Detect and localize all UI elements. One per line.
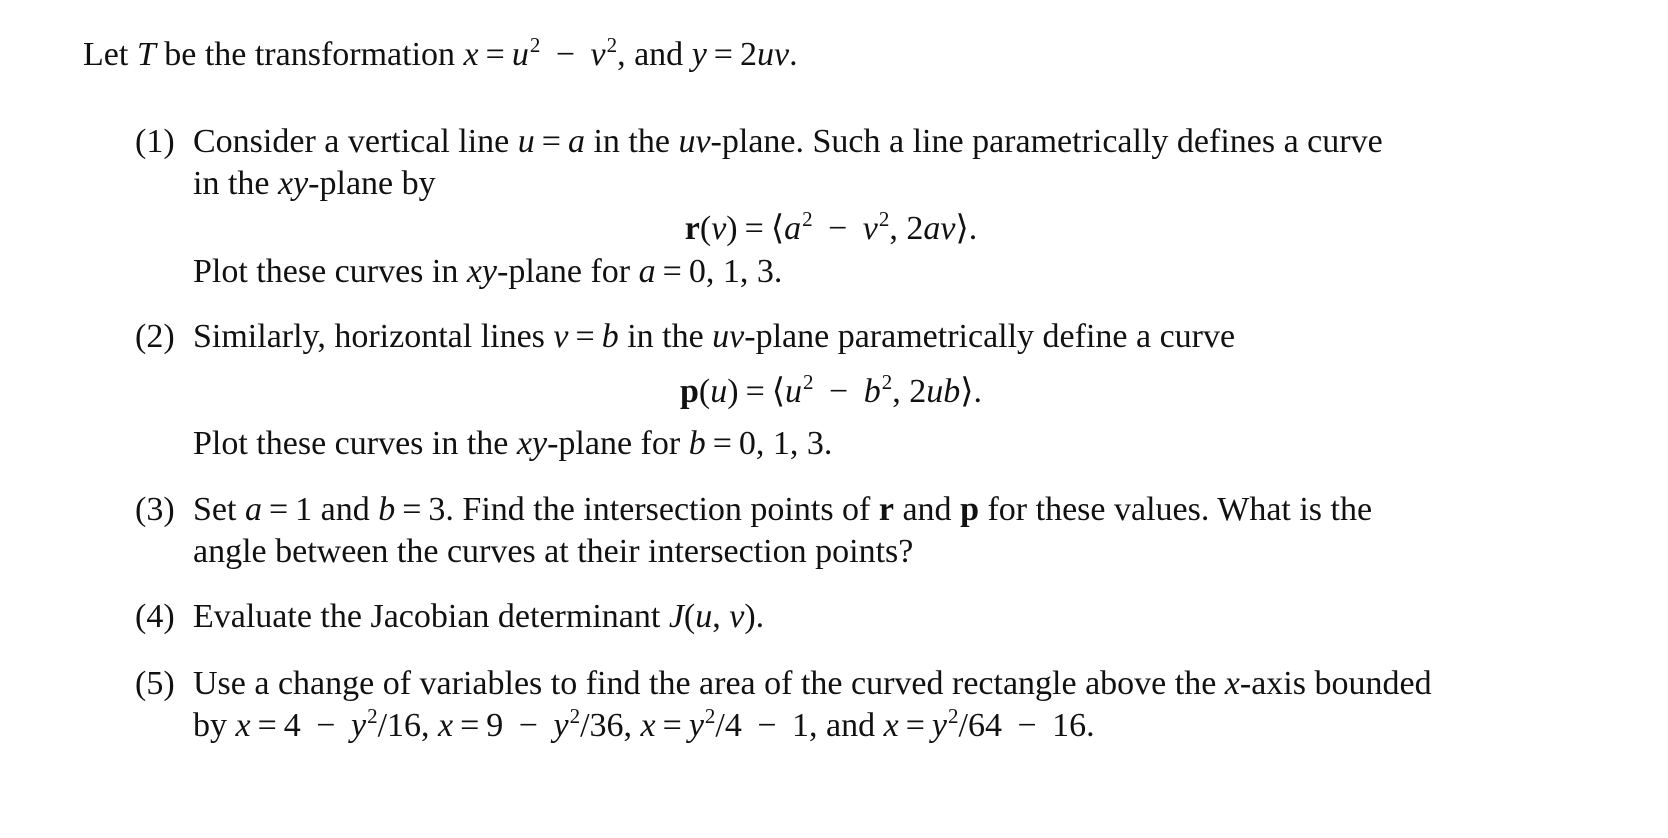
item-2-equation: $p(u) = ⟨u^2 - b^2$, 2ub⟩.	[680, 370, 982, 410]
item-3-line-1: (3) Set a = 1 and b = 3. Find the intersection points of r and p for these values. What is the	[135, 491, 1373, 528]
item-5-line-2: by $x = 4 - y^2/16$, $x = 9 - y^2/36$, $x = y^2/4 - 1$, and $x = y^2/64 - 16$.	[193, 704, 1095, 744]
item-1-line-1: (1) Consider a vertical line u = a in the uv-plane. Such a line parametrically defines a curve	[135, 123, 1383, 160]
item-2-line-2: Plot these curves in the xy-plane for b = 0, 1, 3.	[193, 425, 833, 462]
item-1-line-3: Plot these curves in xy-plane for a = 0, 1, 3.	[193, 253, 783, 290]
item-5-line-1: (5) Use a change of variables to find the area of the curved rectangle above the x-axis bounded	[135, 665, 1432, 702]
item-3-number: (3)	[135, 491, 175, 528]
item-3-line-2: angle between the curves at their intersection points?	[193, 533, 914, 570]
item-2-line-1: (2) Similarly, horizontal lines v = b in the uv-plane parametrically define a curve	[135, 318, 1236, 355]
intro-text: Let T be the transformation $x = u^2 - v^2$, and y = 2uv.	[83, 33, 798, 73]
item-1-line-2: in the xy-plane by	[193, 165, 436, 202]
item-1-number: (1)	[135, 123, 175, 160]
item-1-equation: $r(v) = ⟨a^2 - v^2$, 2av⟩.	[684, 207, 978, 247]
item-5-number: (5)	[135, 665, 175, 702]
item-2-number: (2)	[135, 318, 175, 355]
item-4-line-1: (4) Evaluate the Jacobian determinant J(u, v).	[135, 598, 765, 635]
item-4-number: (4)	[135, 598, 175, 635]
